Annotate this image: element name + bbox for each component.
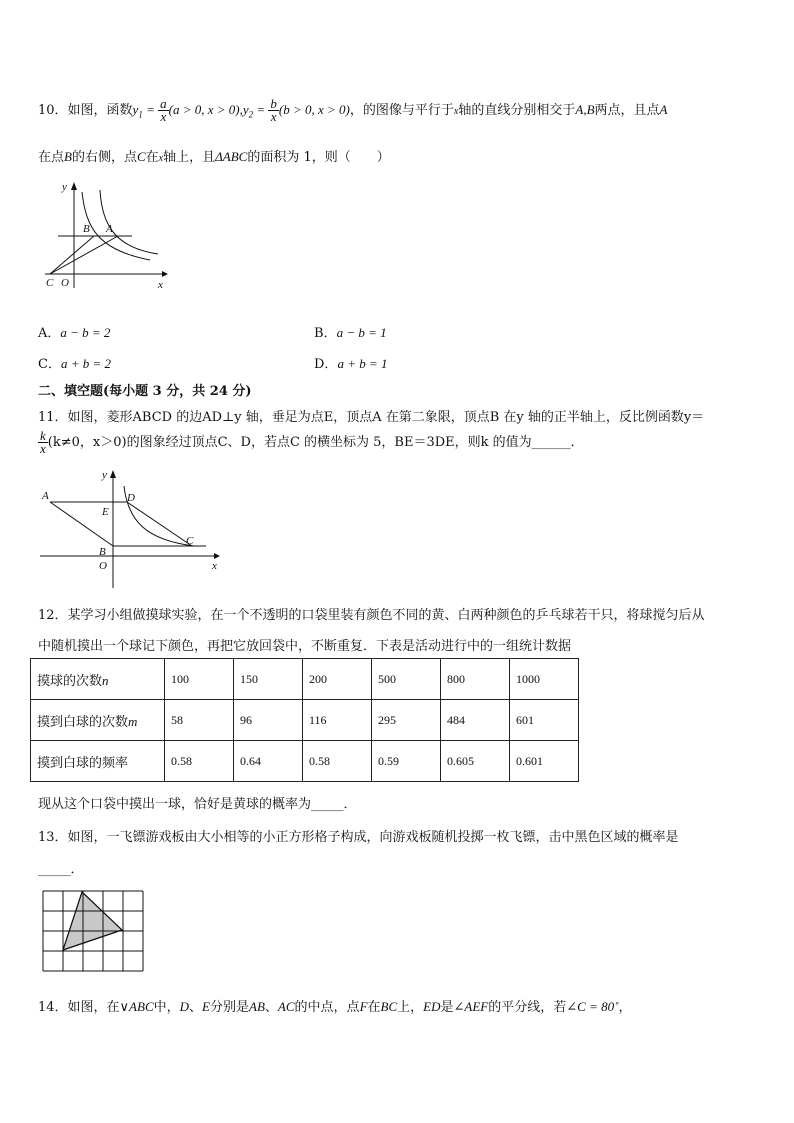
q12-line1: 12．某学习小组做摸球实验，在一个不透明的口袋里装有颜色不同的黄、白两种颜色的乒乓球若干只，将球搅匀后从 (38, 608, 705, 623)
q14-p2: 中， (153, 1000, 180, 1015)
q10-prefix: 10．如图，函数 (38, 103, 133, 118)
q10-y-arrow-icon (71, 182, 77, 190)
q10-eq2: = (253, 102, 269, 117)
q14-angle: ∠AEF (453, 999, 489, 1014)
q11-side-dc (127, 502, 192, 546)
table-cell: 200 (303, 659, 372, 700)
q10-frac-a (158, 98, 169, 123)
q11-frac-num: k (40, 428, 46, 443)
q14-p6: 的中点，点 (294, 1000, 360, 1015)
q14-p11: ， (618, 1000, 632, 1015)
q12-row-header (31, 700, 165, 741)
q14-p4: 分别是 (210, 1000, 250, 1015)
table-cell: 1000 (510, 659, 579, 700)
q10-label-x: x (158, 279, 163, 291)
q10-ab: A,B (575, 102, 595, 117)
q14-d: D (179, 999, 190, 1014)
q10-option-a-label: A． (38, 326, 61, 341)
q11-y-arrow-icon (110, 470, 116, 478)
q12-row-header-text: 摸到白球的频率 (37, 755, 129, 771)
q10-frac-a-num: a (160, 96, 167, 111)
q14-line1 (38, 996, 631, 1015)
table-cell: 58 (165, 700, 234, 741)
q14-p5: 、 (264, 1000, 278, 1015)
table-row (31, 659, 579, 700)
q14-p7: 在 (367, 1000, 381, 1015)
q10-x-arrow-icon (162, 271, 168, 277)
q12-line2: 中随机摸出一个球记下颜色，再把它放回袋中，不断重复．下表是活动进行中的一组统计数据 (38, 639, 572, 654)
q10-segment-ca (50, 236, 118, 274)
q10-option-d-label: D． (314, 357, 338, 372)
q14-ed: ED (423, 999, 441, 1014)
q10-rest1c: 两点，且点 (594, 103, 660, 118)
q10-rest1b: 轴的直线分别相交于 (458, 103, 576, 118)
table-cell: 0.605 (441, 741, 510, 782)
table-cell: 0.58 (303, 741, 372, 782)
q10-x-var: x (453, 106, 459, 117)
table-cell: 0.59 (372, 741, 441, 782)
table-row (31, 741, 579, 782)
q10-l2-c: C (136, 149, 146, 164)
q13-line1: 13．如图，一飞镖游戏板由大小相等的小正方形格子构成，向游戏板随机投掷一枚飞镖，击中黑色区域的概率是 (38, 830, 679, 845)
q10-label-a: A (106, 223, 113, 235)
q11-line1: 11．如图，菱形ABCD 的边AD⊥y 轴，垂足为点E，顶点A 在第二象限，顶点B 在y 轴的正半轴上，反比例函数y＝ (38, 410, 705, 425)
q13-dartboard (42, 890, 144, 972)
q10-l2-mid: 的右侧，点 (71, 150, 137, 165)
q10-option-d (314, 353, 387, 372)
q10-l2-tri: ΔABC (215, 149, 248, 164)
table-row (31, 700, 579, 741)
q10-line2 (38, 146, 390, 165)
q14-p10: 的平分线，若 (488, 1000, 567, 1015)
q11-label-b: B (99, 546, 106, 558)
table-cell: 150 (234, 659, 303, 700)
q11-frac-den: x (40, 441, 46, 456)
q11-frac (38, 430, 48, 455)
q10-option-b-label: B． (314, 326, 337, 341)
q14-p3: 、 (189, 1000, 203, 1015)
q10-point-a: A (659, 102, 668, 117)
table-cell: 100 (165, 659, 234, 700)
q10-option-c-expr: a + b = 2 (60, 356, 111, 371)
q10-option-b (314, 322, 387, 341)
q10-figure (40, 178, 170, 293)
q11-label-c: C (186, 535, 194, 547)
q14-cond: ∠C = 80˚ (566, 999, 619, 1014)
q12-row-header-text: 摸到白球的次数 (37, 714, 129, 730)
q10-y1: y (132, 102, 139, 117)
q10-option-a (38, 322, 110, 341)
q11-label-d: D (127, 492, 135, 504)
q11-label-x: x (212, 560, 217, 572)
table-cell: 0.58 (165, 741, 234, 782)
q14-ab: AB (249, 999, 265, 1014)
q10-line1 (38, 98, 667, 123)
q10-eq1: = (142, 102, 159, 117)
q11-label-y: y (102, 469, 107, 481)
q10-y2-sub: 2 (248, 109, 254, 120)
table-cell: 295 (372, 700, 441, 741)
q14-e: E (202, 999, 210, 1014)
q10-option-c-label: C． (38, 357, 61, 372)
q10-cond2: (b > 0, x > 0) (278, 102, 350, 117)
q12-row-var: m (128, 713, 138, 729)
q10-label-o: O (61, 277, 69, 289)
table-cell: 484 (441, 700, 510, 741)
q11-x-arrow-icon (214, 553, 220, 559)
q10-y2: y (242, 102, 249, 117)
q10-l2-x: x (158, 153, 164, 164)
q14-ac: AC (277, 999, 295, 1014)
q14-bc: BC (380, 999, 398, 1014)
q10-option-b-expr: a − b = 1 (336, 325, 387, 340)
q11-label-o: O (99, 560, 107, 572)
q14-p9: 是 (440, 1000, 454, 1015)
q10-option-c (38, 353, 111, 372)
table-cell: 0.601 (510, 741, 579, 782)
q10-l2-a: 在点 (38, 150, 65, 165)
q10-frac-a-den: x (160, 109, 167, 124)
q12-row-var: n (102, 672, 109, 688)
table-cell: 601 (510, 700, 579, 741)
q10-l2-in: 在 (145, 150, 159, 165)
q11-label-e: E (102, 506, 109, 518)
q13-line2: _____． (38, 862, 84, 877)
q10-y1-sub: 1 (138, 109, 143, 120)
q10-l2-axis: 轴上，且 (163, 150, 216, 165)
q12-row-header-text: 摸球的次数 (37, 673, 103, 689)
table-cell: 500 (372, 659, 441, 700)
q10-cond1: (a > 0, x > 0), (168, 102, 243, 117)
q10-label-b: B (83, 223, 90, 235)
q14-p8: 上， (397, 1000, 424, 1015)
q12-stats-table (30, 658, 579, 782)
q11-line2 (38, 430, 584, 455)
q10-rest1: ，的图像与平行于 (349, 103, 454, 118)
q10-l2-end: 的面积为 1，则（ ） (247, 150, 390, 165)
q10-option-d-expr: a + b = 1 (337, 356, 388, 371)
table-cell: 800 (441, 659, 510, 700)
q10-label-y: y (62, 181, 67, 193)
section2-heading: 二、填空题(每小题 3 分，共 24 分) (38, 384, 252, 399)
q10-l2-b: B (64, 149, 72, 164)
q12-row-header (31, 659, 165, 700)
table-cell: 0.64 (234, 741, 303, 782)
q10-frac-b-den: x (270, 109, 277, 124)
q11-figure (36, 466, 226, 592)
q10-frac-b-num: b (270, 96, 277, 111)
q12-row-header (31, 741, 165, 782)
q11-line2-text: (k≠0，x＞0)的图象经过顶点C、D，若点C 的横坐标为 5，BE＝3DE，则k 的值为______． (47, 435, 584, 450)
q10-label-c: C (46, 277, 54, 289)
q10-segment-cb (50, 236, 94, 274)
q10-frac-b (268, 98, 279, 123)
table-cell: 116 (303, 700, 372, 741)
q14-tri: ∨ABC (119, 999, 154, 1014)
q10-option-a-expr: a − b = 2 (60, 325, 111, 340)
q12-after: 现从这个口袋中摸出一球，恰好是黄球的概率为_____． (38, 797, 357, 812)
q11-label-a: A (42, 490, 49, 502)
q14-f: F (359, 999, 368, 1014)
q14-p1: 14．如图，在 (38, 1000, 120, 1015)
table-cell: 96 (234, 700, 303, 741)
